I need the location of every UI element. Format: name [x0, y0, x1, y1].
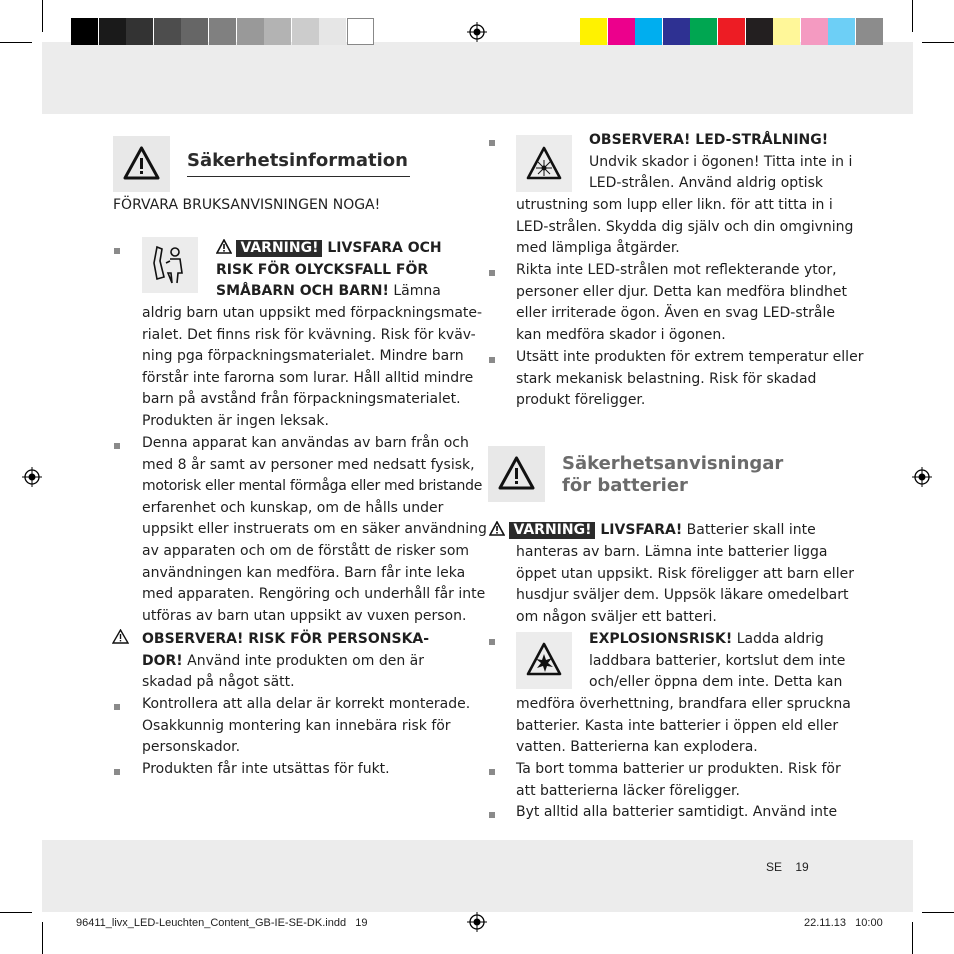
text-line: med 8 år samt av personer med nedsatt fysisk, [142, 456, 475, 473]
caution-title: OBSERVERA! RISK FÖR PERSONSKA- [142, 631, 430, 647]
color-swatch [828, 18, 855, 45]
crop-mark [0, 42, 32, 43]
bullet-marker [489, 140, 495, 146]
warning-icon-box [113, 136, 170, 192]
text-line: Ta bort tomma batterier ur produkten. Risk för [516, 761, 841, 777]
text-line: Kontrollera att alla delar är korrekt monterade. [142, 696, 471, 712]
color-swatch [347, 18, 374, 45]
explosion-title: EXPLOSIONSRISK! [589, 631, 733, 647]
color-swatch [690, 18, 717, 45]
color-swatch [608, 18, 635, 45]
item1-body [142, 303, 482, 433]
color-swatch [237, 18, 264, 45]
text-line: Utsätt inte produkten för extrem temperatur eller [516, 349, 864, 365]
text-line: rialet. Det finns risk för kvävning. Risk för kväv- [142, 326, 476, 343]
body-text: Använd inte produkten om den är [182, 652, 424, 669]
color-swatch [856, 18, 883, 45]
warning-triangle-icon [216, 239, 232, 254]
explosion-icon-box [516, 632, 572, 689]
color-swatch [292, 18, 319, 45]
color-swatch [99, 18, 126, 45]
explosion-icon [516, 632, 572, 689]
text-line: motorisk eller mental förmåga eller med bristande [142, 478, 483, 495]
laser-radiation-icon [516, 135, 572, 192]
body-text: Batterier skall inte [682, 522, 816, 538]
text-line: Produkten är ingen leksak. [142, 412, 329, 429]
color-swatch [264, 18, 291, 45]
explosion-block [589, 629, 845, 694]
warning-title: SMÅBARN OCH BARN! [216, 283, 389, 300]
color-swatch [635, 18, 662, 45]
text-line: aldrig barn utan uppsikt med förpackningsmate- [142, 305, 483, 321]
registration-mark-icon [22, 467, 42, 487]
bullet-marker [114, 248, 120, 254]
right-item2-body [516, 260, 847, 346]
bullet-marker [489, 270, 495, 276]
print-date: 22.11.13 10:00 [804, 917, 883, 929]
text-line: LED-strålen. Använd aldrig optisk [589, 175, 823, 192]
led-block [589, 130, 852, 195]
text-line: med lämpliga åtgärder. [516, 240, 680, 257]
text-line: personer eller djur. Detta kan medföra blindhet [516, 283, 848, 300]
intro-text: FÖRVARA BRUKSANVISNINGEN NOGA! [113, 197, 381, 213]
registration-mark-icon [467, 912, 487, 932]
text-line: uppsikt eller instruerats om en säker användning [142, 521, 487, 538]
replace-battery-body: Byt alltid alla batterier samtidigt. Använd inte [516, 804, 838, 820]
text-line: medföra överhettning, brandfara eller spruckna [516, 696, 851, 712]
text-line: laddbara batterier, kortslut dem inte [589, 652, 846, 669]
text-line: personskador. [142, 739, 241, 756]
page-number: SE 19 [766, 860, 809, 874]
laser-warning-icon-box [516, 135, 572, 192]
item2-body [142, 433, 487, 627]
text-line: kan medföra skador i ögonen. [516, 326, 726, 343]
battery-warning-body [516, 542, 854, 628]
text-line: produkt föreligger. [516, 392, 646, 409]
warning-triangle-icon [488, 446, 545, 502]
bullet-marker [114, 704, 120, 710]
section-heading: Säkerhetsinformation [187, 150, 408, 171]
warning-title: RISK FÖR OLYCKSFALL FÖR [216, 261, 429, 278]
heading-line: för batterier [562, 475, 688, 496]
color-swatch [126, 18, 153, 45]
text-line: Rikta inte LED-strålen mot reflekterande ytor, [516, 262, 837, 278]
text-line: eller irriterade ögon. Även en svag LED-stråle [516, 305, 835, 322]
child-warning-icon-box [142, 237, 198, 293]
crop-mark [912, 0, 913, 32]
registration-mark-icon [467, 22, 487, 42]
right-item3-body [516, 347, 863, 412]
warning-icon-box [488, 446, 545, 502]
item5-body: Produkten får inte utsättas för fukt. [142, 761, 390, 777]
text-line: att batterierna läcker föreligger. [516, 782, 740, 799]
body-text: Lämna [388, 283, 441, 300]
text-line: Osakkunnig montering kan innebära risk för [142, 717, 451, 734]
text-line: ning pga förpackningsmaterialet. Mindre barn [142, 348, 464, 365]
text-line: hanteras av barn. Lämna inte batterier ligga [516, 544, 828, 560]
bullet-marker [114, 443, 120, 449]
text-line: Denna apparat kan användas av barn från och [142, 435, 469, 451]
explosion-body [516, 694, 851, 759]
color-swatch [181, 18, 208, 45]
section-heading [562, 453, 783, 497]
text-line: husdjur sväljer dem. Uppsök läkare omedelbart [516, 587, 849, 604]
text-line: erfarenhet och kunskap, om de hålls under [142, 499, 444, 516]
warning-triangle-icon [113, 136, 170, 192]
text-line: om någon sväljer ett batteri. [516, 608, 717, 625]
text-line: och/eller öppna dem inte. Detta kan [589, 674, 843, 691]
child-package-icon [142, 237, 198, 293]
text-line: vatten. Batterierna kan explodera. [516, 739, 758, 756]
header-band [42, 42, 913, 114]
file-slug: 96411_livx_LED-Leuchten_Content_GB-IE-SE-DK.indd 19 [76, 917, 368, 929]
text-line: av apparaten och om de förstått de risker som [142, 542, 470, 559]
crop-mark [0, 912, 32, 913]
color-swatch [319, 18, 346, 45]
led-body [516, 195, 853, 260]
warning-title: LIVSFARA OCH [322, 240, 442, 256]
text-line: stark mekanisk belastning. Risk för skadad [516, 370, 817, 387]
text-line: användningen kan medföra. Barn får inte leka [142, 564, 466, 581]
remove-battery-body [516, 759, 841, 802]
bullet-marker [489, 639, 495, 645]
led-warning-title: OBSERVERA! LED-STRÅLNING! [589, 132, 829, 148]
crop-mark [922, 912, 954, 913]
heading-underline [187, 176, 410, 177]
color-swatch [71, 18, 98, 45]
text-line: öppet utan uppsikt. Risk föreligger att barn eller [516, 565, 854, 582]
footer-band [42, 840, 913, 912]
warning-triangle-icon [112, 629, 129, 644]
caution-title: DOR! [142, 652, 183, 669]
color-swatch [209, 18, 236, 45]
text-line: Undvik skador i ögonen! Titta inte in i [589, 153, 853, 170]
heading-line: Säkerhetsanvisningar [562, 453, 784, 474]
warning-block-1 [216, 238, 476, 303]
text-line: med apparaten. Rengöring och underhåll får inte [142, 586, 486, 603]
item3-body [142, 629, 429, 694]
crop-mark [42, 922, 43, 954]
bullet-marker [489, 357, 495, 363]
warning-triangle-icon [489, 521, 505, 536]
text-line: utrustning som lupp eller likn. för att titta in i [516, 197, 833, 213]
color-swatch [663, 18, 690, 45]
crop-mark [912, 922, 913, 954]
bullet-marker [489, 769, 495, 775]
bullet-marker [114, 769, 120, 775]
crop-mark [42, 0, 43, 32]
text-line: barn på avstånd från förpackningsmaterialet. [142, 391, 461, 408]
text-line: batterier. Kasta inte batterier i öppen eld eller [516, 717, 839, 734]
color-swatch [718, 18, 745, 45]
bullet-marker [489, 812, 495, 818]
body-text: Ladda aldrig [732, 631, 824, 647]
registration-mark-icon [912, 467, 932, 487]
color-swatch [773, 18, 800, 45]
battery-warning [489, 520, 816, 542]
text-line: förstår inte farorna som lurar. Håll alltid mindre [142, 369, 474, 386]
color-swatch [154, 18, 181, 45]
color-swatch [746, 18, 773, 45]
varning-tag: VARNING! [236, 240, 322, 257]
warning-title: LIVSFARA! [595, 522, 683, 538]
item4-body [142, 694, 470, 759]
varning-tag: VARNING! [509, 522, 595, 539]
color-swatch [801, 18, 828, 45]
text-line: skadad på något sätt. [142, 674, 295, 691]
color-swatch [580, 18, 607, 45]
text-line: LED-strålen. Skydda dig själv och din omgivning [516, 218, 854, 235]
crop-mark [922, 42, 954, 43]
text-line: utföras av barn utan uppsikt av vuxen person. [142, 607, 467, 624]
